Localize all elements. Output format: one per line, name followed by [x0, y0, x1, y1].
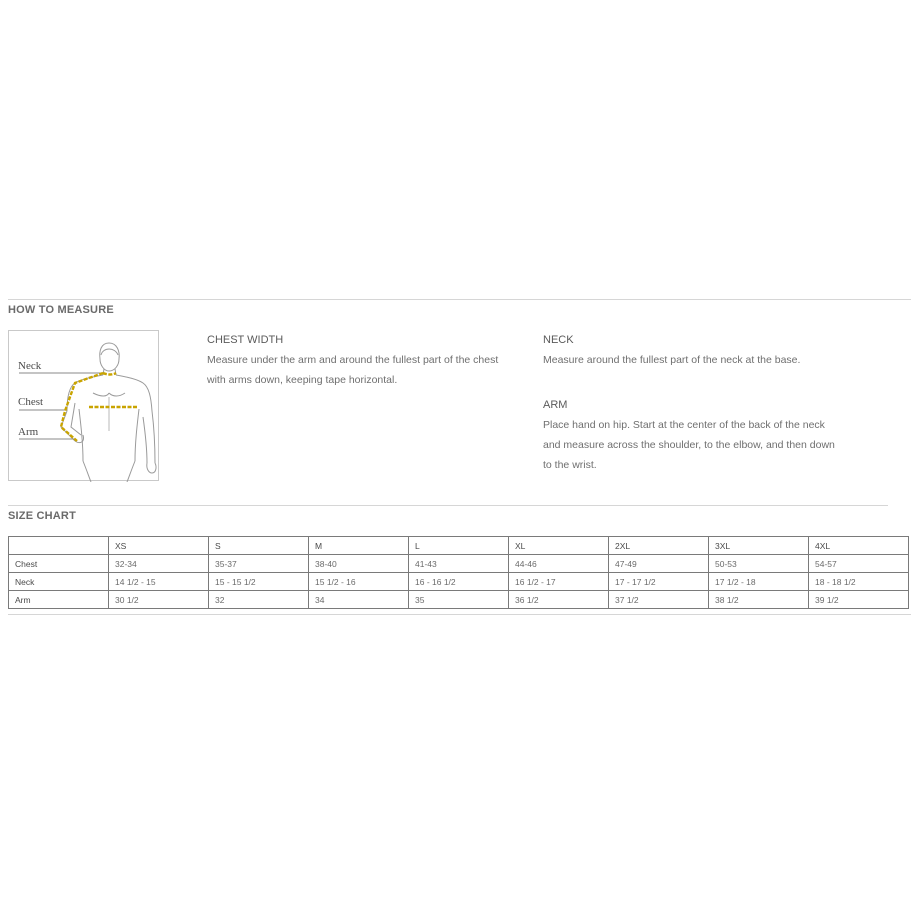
table-row-neck — [9, 573, 909, 591]
row-label-arm: Arm — [9, 591, 109, 609]
table-cell: 18 - 18 1/2 — [809, 573, 909, 591]
size-header-2xl: 2XL — [609, 537, 709, 555]
table-cell: 30 1/2 — [109, 591, 209, 609]
row-label-neck: Neck — [9, 573, 109, 591]
size-chart-title: SIZE CHART — [8, 510, 76, 522]
size-header-3xl: 3XL — [709, 537, 809, 555]
table-row-arm — [9, 591, 909, 609]
table-cell: 47-49 — [609, 555, 709, 573]
row-label-chest: Chest — [9, 555, 109, 573]
table-cell: 15 - 15 1/2 — [209, 573, 309, 591]
table-cell: 37 1/2 — [609, 591, 709, 609]
measurement-figure — [8, 330, 159, 481]
figure-label-arm: Arm — [18, 426, 39, 438]
table-cell: 17 1/2 - 18 — [709, 573, 809, 591]
arm-title: ARM — [543, 399, 568, 411]
table-cell: 32-34 — [109, 555, 209, 573]
size-header-xl: XL — [509, 537, 609, 555]
neck-title: NECK — [543, 334, 574, 346]
chest-width-text-2: with arms down, keeping tape horizontal. — [207, 374, 398, 386]
chest-width-title: CHEST WIDTH — [207, 334, 284, 346]
neck-text-1: Measure around the fullest part of the neck at the base. — [543, 354, 801, 366]
figure-label-neck: Neck — [18, 360, 42, 372]
bottom-divider — [8, 614, 911, 615]
size-chart-table — [8, 536, 909, 609]
table-row-chest — [9, 555, 909, 573]
table-cell: 36 1/2 — [509, 591, 609, 609]
table-cell: 39 1/2 — [809, 591, 909, 609]
table-cell: 35 — [409, 591, 509, 609]
table-cell: 32 — [209, 591, 309, 609]
table-cell: 15 1/2 - 16 — [309, 573, 409, 591]
size-header-xs: XS — [109, 537, 209, 555]
size-header-l: L — [409, 537, 509, 555]
chest-width-text-1: Measure under the arm and around the fullest part of the chest — [207, 354, 499, 366]
table-cell: 41-43 — [409, 555, 509, 573]
table-cell: 14 1/2 - 15 — [109, 573, 209, 591]
size-header-blank — [9, 537, 109, 555]
figure-label-chest: Chest — [18, 396, 44, 408]
size-header-row — [9, 537, 909, 555]
size-header-s: S — [209, 537, 309, 555]
top-divider — [8, 299, 911, 300]
table-cell: 38 1/2 — [709, 591, 809, 609]
table-cell: 50-53 — [709, 555, 809, 573]
arm-text-3: to the wrist. — [543, 459, 597, 471]
size-header-4xl: 4XL — [809, 537, 909, 555]
table-cell: 34 — [309, 591, 409, 609]
arm-text-2: and measure across the shoulder, to the elbow, and then down — [543, 439, 835, 451]
middle-divider — [8, 505, 888, 506]
table-cell: 17 - 17 1/2 — [609, 573, 709, 591]
how-to-measure-title: HOW TO MEASURE — [8, 304, 114, 316]
size-header-m: M — [309, 537, 409, 555]
table-cell: 44-46 — [509, 555, 609, 573]
arm-text-1: Place hand on hip. Start at the center of the back of the neck — [543, 419, 825, 431]
table-cell: 35-37 — [209, 555, 309, 573]
table-cell: 38-40 — [309, 555, 409, 573]
table-cell: 54-57 — [809, 555, 909, 573]
table-cell: 16 - 16 1/2 — [409, 573, 509, 591]
table-cell: 16 1/2 - 17 — [509, 573, 609, 591]
